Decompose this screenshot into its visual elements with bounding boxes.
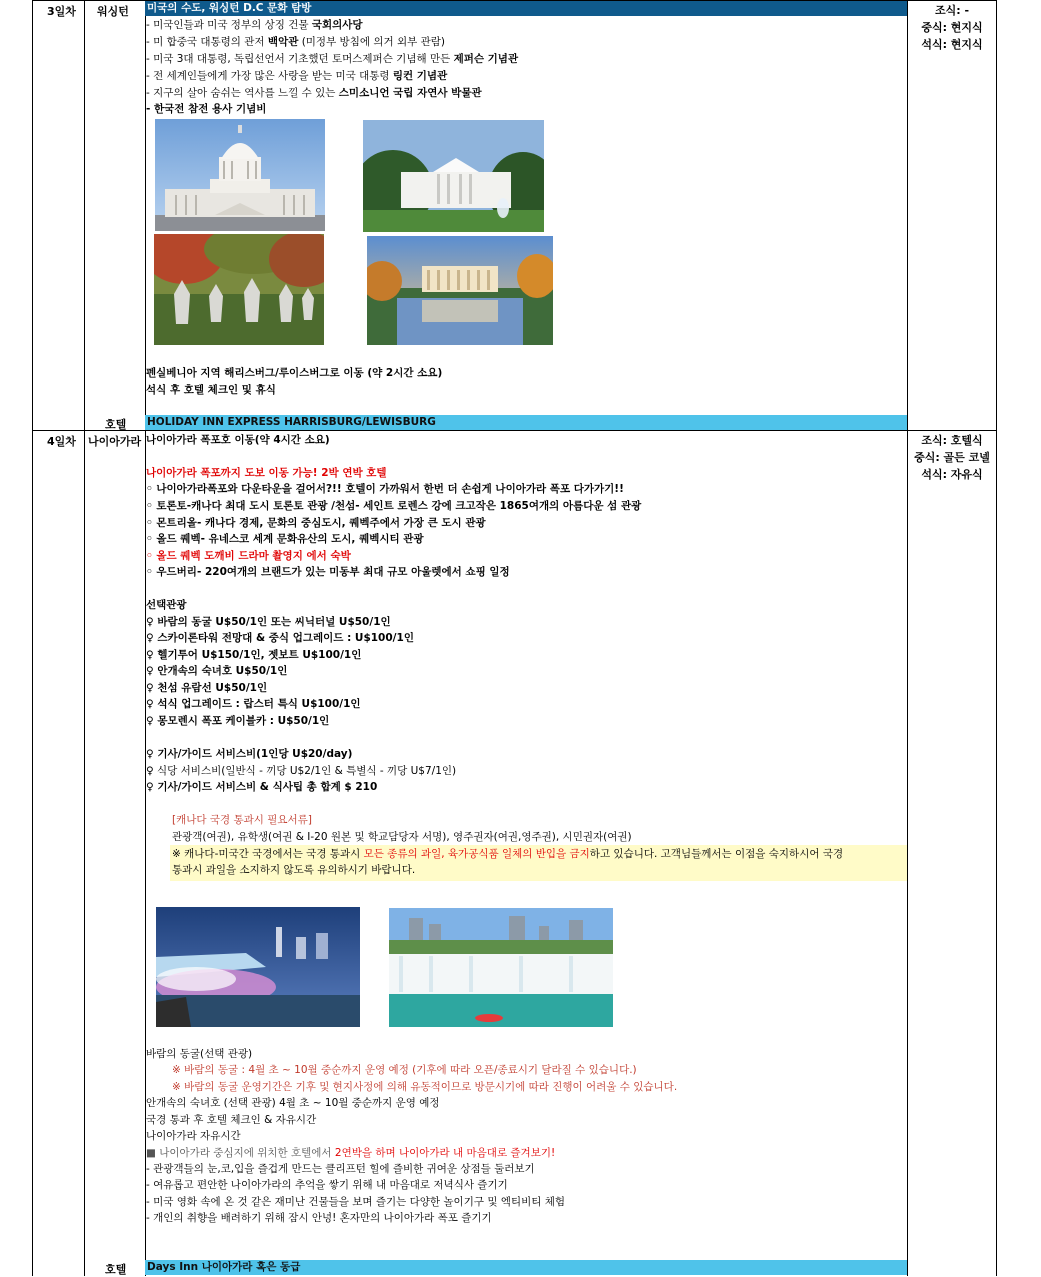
point-item: ◦ 우드버리- 220여개의 브랜드가 있는 미동부 최대 규모 아울렛에서 쇼핑 일정 bbox=[146, 566, 510, 578]
dinner: 석식: 자유식 bbox=[921, 468, 983, 481]
breakfast: 조식: - bbox=[934, 4, 970, 17]
fee-item: ♀ 기사/가이드 서비스비(1인당 U$20/day) bbox=[146, 748, 353, 760]
row-divider bbox=[32, 430, 996, 431]
checkin-note: 석식 후 호텔 체크인 및 휴식 bbox=[146, 384, 276, 396]
options-title: 선택관광 bbox=[146, 599, 187, 611]
hotel-bar: HOLIDAY INN EXPRESS HARRISBURG/LEWISBURG bbox=[145, 415, 907, 430]
free-item: - 미국 영화 속에 온 것 같은 재미난 건물들을 보며 즐기는 다양한 놀이기구 및 엑티비티 체험 bbox=[146, 1196, 566, 1208]
hotel-label: 호텔 bbox=[105, 418, 127, 431]
cave-title: 바람의 동굴(선택 관광) bbox=[146, 1048, 253, 1060]
border-docs: 관광객(여권), 유학생(여권 & I-20 원본 및 학교담당자 서명), 영주권자(여권,영주권), 시민권자(여권) bbox=[172, 831, 632, 843]
border-notice: ※ 캐나다-미국간 국경에서는 국경 통과시 모든 종류의 과일, 육가공식품 일체의 반입을 금지하고 있습니다. 고객님들께서는 이점을 숙지하시어 국경 bbox=[172, 848, 844, 860]
attraction-item: - 미국인들과 미국 정부의 상징 건물 국회의사당 bbox=[146, 19, 363, 31]
border-notice-cont: 통과시 과일을 소지하지 않도록 유의하시기 바랍니다. bbox=[172, 864, 416, 876]
point-item: ◦ 몬트리올- 캐나다 경제, 문화의 중심도시, 퀘벡주에서 가장 큰 도시 관광 bbox=[146, 517, 486, 529]
attraction-item: - 한국전 참전 용사 기념비 bbox=[146, 103, 267, 115]
option-item: ♀ 스카이론타워 전망대 & 중식 업그레이드 : U$100/1인 bbox=[146, 632, 414, 644]
hotel-bar: Days Inn 나이아가라 혹은 동급 bbox=[145, 1260, 907, 1275]
option-item: ♀ 몽모렌시 폭포 케이블카 : U$50/1인 bbox=[146, 715, 330, 727]
city-label: 워싱턴 bbox=[97, 5, 129, 18]
option-item: ♀ 헬기투어 U$150/1인, 젯보트 U$100/1인 bbox=[146, 649, 362, 661]
free-time: 나이아가라 자유시간 bbox=[146, 1130, 241, 1142]
attraction-item: - 전 세계인들에게 가장 많은 사랑을 받는 미국 대통령 링컨 기념관 bbox=[146, 70, 448, 82]
free-item: - 관광객들의 눈,코,입을 즐겁게 만드는 클리프턴 힐에 즐비한 귀여운 상점들 둘러보기 bbox=[146, 1163, 535, 1175]
border-docs-title: [캐나다 국경 통과시 필요서류] bbox=[172, 814, 312, 826]
fee-item: ♀ 기사/가이드 서비스비 & 식사팁 총 합계 $ 210 bbox=[146, 781, 378, 793]
option-item: ♀ 석식 업그레이드 : 랍스터 특식 U$100/1인 bbox=[146, 698, 361, 710]
point-item: ◦ 올드 퀘벡- 유네스코 세계 문화유산의 도시, 퀘벡시티 관광 bbox=[146, 533, 424, 545]
hotel-label: 호텔 bbox=[105, 1263, 127, 1276]
meals-day3 bbox=[908, 2, 996, 53]
point-item-red: ◦ 올드 퀘벡 도깨비 드라마 촬영지 에서 숙박 bbox=[146, 550, 351, 562]
transfer-note: 펜실베니아 지역 해리스버그/루이스버그로 이동 (약 2시간 소요) bbox=[146, 367, 443, 379]
day-header: 미국의 수도, 워싱턴 D.C 문화 탐방 bbox=[145, 1, 907, 16]
niagara-night-photo bbox=[156, 907, 360, 1027]
free-item: - 개인의 취향을 배려하기 위해 잠시 안녕! 혼자만의 나이아가라 폭포 즐기기 bbox=[146, 1212, 492, 1224]
col-divider bbox=[907, 0, 908, 1276]
stay-note: ■ 나이아가라 중심지에 위치한 호텔에서 2연박을 하며 나이아가라 내 마음대로 즐겨보기! bbox=[146, 1147, 556, 1159]
dinner: 석식: 현지식 bbox=[921, 38, 983, 51]
point-item: ◦ 나이아가라폭포와 다운타운을 걸어서?!! 호텔이 가까워서 한번 더 손쉽게 나이아가라 폭포 다가가기!! bbox=[146, 483, 624, 495]
city-label: 나이아가라 bbox=[88, 435, 142, 448]
table-border-left bbox=[32, 0, 33, 1276]
lincoln-memorial-photo bbox=[367, 236, 553, 345]
breakfast: 조식: 호텔식 bbox=[921, 434, 983, 447]
korean-war-memorial-photo bbox=[154, 234, 324, 345]
capitol-photo bbox=[155, 119, 325, 231]
attraction-item: - 미 합중국 대통령의 관저 백악관 (미정부 방침에 의거 외부 관람) bbox=[146, 36, 445, 48]
day-label: 4일차 bbox=[47, 435, 76, 448]
cave-note: ※ 바람의 동굴 운영기간은 기후 및 현지사정에 의해 유동적이므로 방문시기에 따라 진행이 어려울 수 있습니다. bbox=[172, 1081, 678, 1093]
day-intro: 나이아가라 폭포호 이동(약 4시간 소요) bbox=[146, 434, 330, 446]
white-house-photo bbox=[363, 120, 544, 232]
option-item: ♀ 천섬 유람선 U$50/1인 bbox=[146, 682, 268, 694]
lunch: 중식: 골든 코넬 bbox=[914, 451, 990, 464]
meals-day4 bbox=[908, 432, 996, 483]
fee-item: ♀ 식당 서비스비(일반식 - 끼당 U$2/1인 & 특별식 - 끼당 U$7/1인) bbox=[146, 765, 457, 777]
checkin-note: 국경 통과 후 호텔 체크인 & 자유시간 bbox=[146, 1114, 317, 1126]
option-item: ♀ 바람의 동굴 U$50/1인 또는 씨닉터널 U$50/1인 bbox=[146, 616, 391, 628]
highlight-text: 나이아가라 폭포까지 도보 이동 가능! 2박 연박 호텔 bbox=[146, 467, 387, 479]
mist-note: 안개속의 숙녀호 (선택 관광) 4월 초 ~ 10월 중순까지 운영 예정 bbox=[146, 1097, 440, 1109]
cave-note: ※ 바람의 동굴 : 4월 초 ~ 10월 중순까지 운영 예정 (기후에 따라 오픈/종료시기 달라질 수 있습니다.) bbox=[172, 1064, 637, 1076]
free-item: - 여유롭고 편안한 나이아가라의 추억을 쌓기 위해 내 마음대로 저녁식사 즐기기 bbox=[146, 1179, 508, 1191]
option-item: ♀ 안개속의 숙녀호 U$50/1인 bbox=[146, 665, 288, 677]
day-label: 3일차 bbox=[47, 5, 76, 18]
niagara-day-photo bbox=[389, 908, 613, 1027]
lunch: 중식: 현지식 bbox=[921, 21, 983, 34]
attraction-item: - 미국 3대 대통령, 독립선언서 기초했던 토머스제퍼슨 기념해 만든 제퍼슨 기념관 bbox=[146, 53, 519, 65]
attraction-item: - 지구의 살아 숨쉬는 역사를 느낄 수 있는 스미소니언 국립 자연사 박물관 bbox=[146, 87, 482, 99]
point-item: ◦ 토론토-캐나다 최대 도시 토론토 관광 /천섬- 세인트 로렌스 강에 크고작은 1865여개의 아름다운 섬 관광 bbox=[146, 500, 642, 512]
table-border-right bbox=[996, 0, 997, 1276]
col-divider bbox=[84, 0, 85, 1276]
